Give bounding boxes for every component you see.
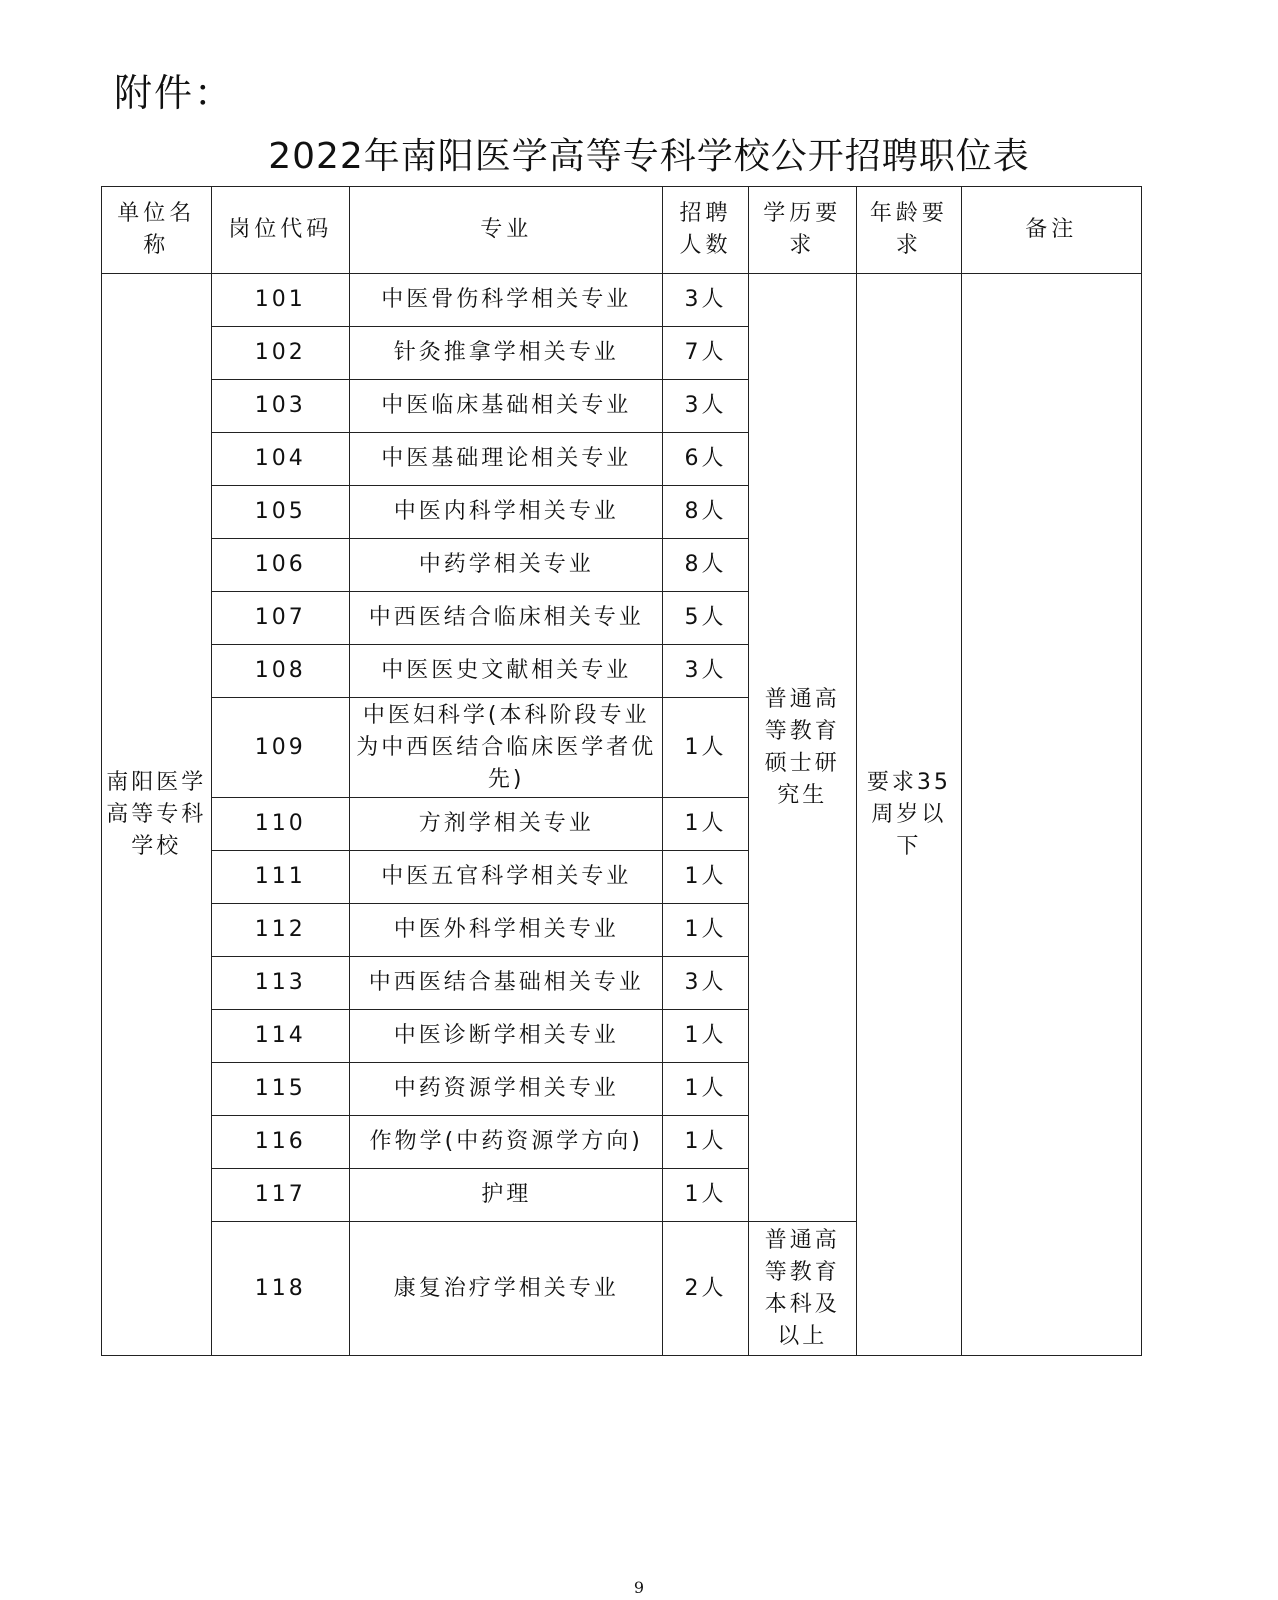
count-cell: 1人 bbox=[663, 1116, 748, 1169]
position-code: 115 bbox=[211, 1063, 349, 1116]
position-code: 106 bbox=[211, 539, 349, 592]
header-major: 专业 bbox=[349, 187, 663, 274]
count-cell: 1人 bbox=[663, 904, 748, 957]
major-cell: 中药学相关专业 bbox=[349, 539, 663, 592]
table-row bbox=[102, 274, 1142, 327]
count-cell: 3人 bbox=[663, 957, 748, 1010]
major-cell: 中西医结合基础相关专业 bbox=[349, 957, 663, 1010]
major-cell: 中医五官科学相关专业 bbox=[349, 851, 663, 904]
count-cell: 8人 bbox=[663, 539, 748, 592]
attachment-label: 附件： bbox=[114, 71, 235, 115]
position-code: 103 bbox=[211, 380, 349, 433]
position-code: 109 bbox=[211, 698, 349, 798]
count-cell: 3人 bbox=[663, 274, 748, 327]
major-cell: 方剂学相关专业 bbox=[349, 798, 663, 851]
count-cell: 3人 bbox=[663, 380, 748, 433]
count-cell: 1人 bbox=[663, 1063, 748, 1116]
recruitment-table bbox=[101, 186, 1142, 1356]
position-code: 118 bbox=[211, 1222, 349, 1356]
major-cell: 中医外科学相关专业 bbox=[349, 904, 663, 957]
major-cell: 中医骨伤科学相关专业 bbox=[349, 274, 663, 327]
major-cell: 中医内科学相关专业 bbox=[349, 486, 663, 539]
count-cell: 1人 bbox=[663, 1169, 748, 1222]
position-code: 101 bbox=[211, 274, 349, 327]
unit-name-cell: 南阳医学高等专科学校 bbox=[102, 274, 212, 1356]
major-cell: 中医医史文献相关专业 bbox=[349, 645, 663, 698]
count-cell: 3人 bbox=[663, 645, 748, 698]
major-cell: 中医基础理论相关专业 bbox=[349, 433, 663, 486]
page-title: 2022年南阳医学高等专科学校公开招聘职位表 bbox=[268, 136, 1030, 177]
count-cell: 2人 bbox=[663, 1222, 748, 1356]
header-education: 学历要求 bbox=[748, 187, 857, 274]
position-code: 111 bbox=[211, 851, 349, 904]
header-code: 岗位代码 bbox=[211, 187, 349, 274]
table-header-row bbox=[102, 187, 1142, 274]
major-cell: 中药资源学相关专业 bbox=[349, 1063, 663, 1116]
education-bachelor-cell: 普通高等教育本科及以上 bbox=[748, 1222, 857, 1356]
position-code: 105 bbox=[211, 486, 349, 539]
major-cell: 中医临床基础相关专业 bbox=[349, 380, 663, 433]
count-cell: 1人 bbox=[663, 1010, 748, 1063]
position-code: 116 bbox=[211, 1116, 349, 1169]
header-count: 招聘人数 bbox=[663, 187, 748, 274]
position-code: 104 bbox=[211, 433, 349, 486]
major-cell: 针灸推拿学相关专业 bbox=[349, 327, 663, 380]
major-cell: 护理 bbox=[349, 1169, 663, 1222]
position-code: 110 bbox=[211, 798, 349, 851]
count-cell: 6人 bbox=[663, 433, 748, 486]
age-requirement-cell: 要求35周岁以下 bbox=[857, 274, 962, 1356]
header-unit: 单位名称 bbox=[102, 187, 212, 274]
remark-cell bbox=[961, 274, 1141, 1356]
header-remark: 备注 bbox=[961, 187, 1141, 274]
position-code: 108 bbox=[211, 645, 349, 698]
major-cell: 中西医结合临床相关专业 bbox=[349, 592, 663, 645]
count-cell: 1人 bbox=[663, 798, 748, 851]
position-code: 114 bbox=[211, 1010, 349, 1063]
major-cell: 中医妇科学(本科阶段专业为中西医结合临床医学者优先) bbox=[349, 698, 663, 798]
major-cell: 康复治疗学相关专业 bbox=[349, 1222, 663, 1356]
position-code: 112 bbox=[211, 904, 349, 957]
position-code: 117 bbox=[211, 1169, 349, 1222]
count-cell: 7人 bbox=[663, 327, 748, 380]
page-number: 9 bbox=[633, 1578, 645, 1597]
count-cell: 8人 bbox=[663, 486, 748, 539]
major-cell: 作物学(中药资源学方向) bbox=[349, 1116, 663, 1169]
major-cell: 中医诊断学相关专业 bbox=[349, 1010, 663, 1063]
count-cell: 1人 bbox=[663, 851, 748, 904]
education-master-cell: 普通高等教育硕士研究生 bbox=[748, 274, 857, 1222]
header-age: 年龄要求 bbox=[857, 187, 962, 274]
position-code: 102 bbox=[211, 327, 349, 380]
position-code: 113 bbox=[211, 957, 349, 1010]
position-code: 107 bbox=[211, 592, 349, 645]
count-cell: 5人 bbox=[663, 592, 748, 645]
count-cell: 1人 bbox=[663, 698, 748, 798]
